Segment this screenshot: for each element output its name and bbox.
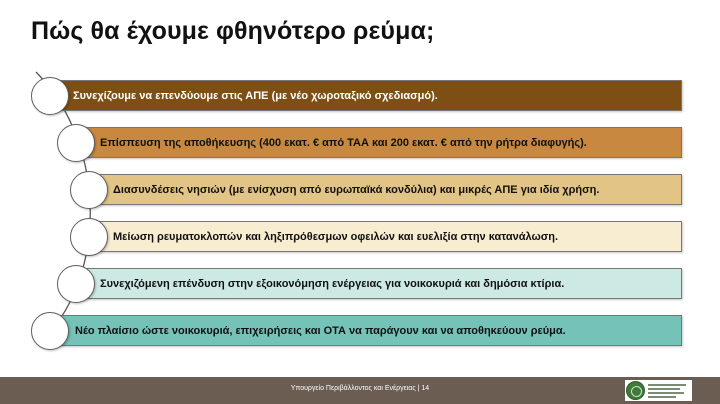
bullet-circle	[31, 312, 69, 350]
initiative-text: Νέο πλαίσιο ώστε νοικοκυριά, επιχειρήσεις και ΟΤΑ να παράγουν και να αποθηκεύουν ρεύμα.	[75, 324, 566, 337]
initiative-text: Επίσπευση της αποθήκευσης (400 εκατ. € από ΤΑΑ και 200 εκατ. € από την ρήτρα διαφυγής).	[100, 136, 587, 149]
initiative-bar	[79, 127, 682, 158]
initiative-text: Διασυνδέσεις νησιών (με ενίσχυση από ευρωπαϊκά κονδύλια) και μικρές ΑΠΕ για ιδία χρήση.	[113, 183, 600, 196]
bullet-circle	[57, 124, 95, 162]
initiative-bar	[79, 268, 682, 299]
initiative-text: Μείωση ρευματοκλοπών και ληξιπρόθεσμων οφειλών και ευελιξία στην κατανάλωση.	[113, 230, 559, 243]
initiative-bar	[52, 80, 682, 111]
initiative-bar	[52, 315, 682, 346]
footer-bar	[0, 377, 720, 404]
bullet-circle	[57, 265, 95, 303]
slide-title: Πώς θα έχουμε φθηνότερο ρεύμα;	[31, 17, 435, 45]
initiative-text: Συνεχίζουμε να επενδύουμε στις ΑΠΕ (με νέο χωροταξικό σχεδιασμό).	[73, 89, 438, 102]
bullet-circle	[70, 218, 108, 256]
ministry-emblem-icon	[626, 381, 645, 400]
footer-text: Υπουργείο Περιβάλλοντος και Ενέργειας | 14	[290, 385, 430, 392]
ministry-logo	[625, 380, 692, 401]
bullet-circle	[70, 171, 108, 209]
initiative-bar	[92, 174, 682, 205]
initiative-text: Συνεχιζόμενη επένδυση στην εξοικονόμηση ενέργειας για νοικοκυριά και δημόσια κτίρια.	[100, 277, 565, 290]
initiative-bar	[92, 221, 682, 252]
bullet-circle	[31, 77, 69, 115]
